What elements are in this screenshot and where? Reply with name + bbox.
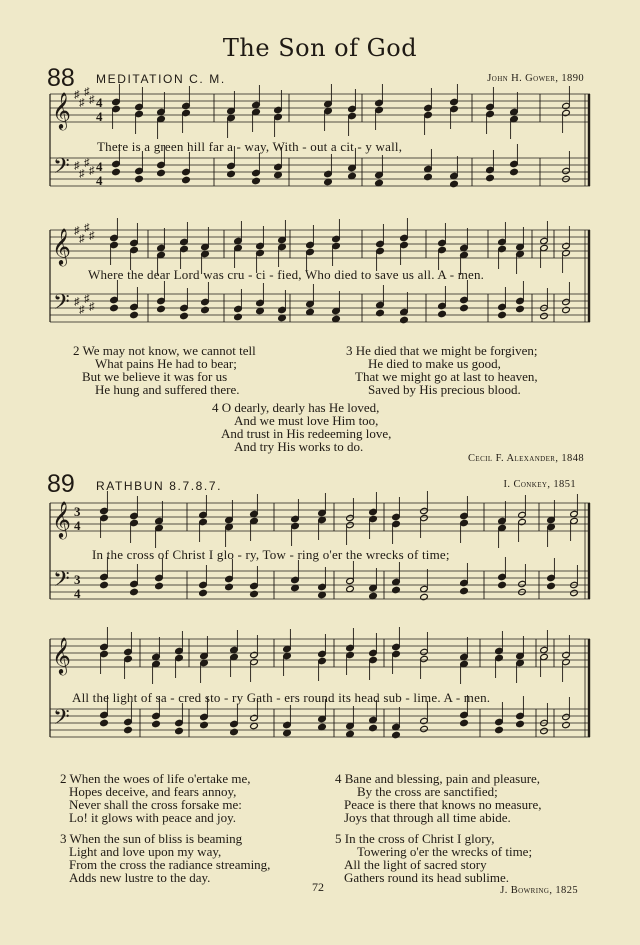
verse-line: And trust in His redeeming love,	[221, 426, 392, 441]
note-head	[486, 174, 495, 181]
time-signature: 4	[96, 173, 103, 188]
verse-line: 3 When the sun of bliss is beaming	[60, 831, 243, 846]
note-head	[540, 727, 549, 734]
sharp-icon: ♯	[89, 230, 95, 242]
verse-line: 2 When the woes of life o'ertake me,	[60, 771, 251, 786]
note-head	[200, 721, 209, 728]
composer: John H. Gower, 1890	[487, 73, 584, 84]
sharp-icon: ♯	[79, 304, 85, 316]
verse-block	[60, 772, 251, 824]
verse-number: 4	[212, 400, 219, 415]
treble-clef-icon: 𝄞	[52, 500, 71, 538]
verse-line: Saved by His precious blood.	[368, 382, 521, 397]
note-head	[460, 587, 469, 594]
note-head	[369, 724, 378, 731]
note-head	[110, 304, 119, 311]
verse-line: And we must love Him too,	[234, 413, 379, 428]
note-head	[100, 581, 109, 588]
note-head	[180, 312, 189, 319]
note-head	[234, 313, 243, 320]
note-head	[318, 591, 327, 598]
verse-line: Adds new lustre to the day.	[69, 870, 211, 885]
note-head	[283, 729, 292, 736]
verse-line: What pains He had to bear;	[95, 356, 237, 371]
verse-number: 5	[335, 831, 342, 846]
verse-line: 4 O dearly, dearly has He loved,	[212, 400, 380, 415]
note-head	[438, 310, 447, 317]
note-head	[498, 581, 507, 588]
note-head	[400, 316, 409, 323]
note-head	[250, 590, 259, 597]
verse-line: 4 Bane and blessing, pain and pleasure,	[335, 771, 541, 786]
time-signature: 4	[74, 586, 81, 601]
sharp-icon: ♯	[74, 225, 80, 237]
verse-line: He died to make us good,	[368, 356, 501, 371]
note-head	[376, 309, 385, 316]
verse-block	[335, 832, 532, 884]
note-head	[250, 722, 259, 729]
note-head	[157, 169, 166, 176]
sharp-icon: ♯	[74, 160, 80, 172]
verse-block	[212, 401, 391, 453]
verse-line: Gathers round its head sublime.	[344, 870, 509, 885]
note-head	[252, 177, 261, 184]
time-signature: 3	[74, 572, 81, 587]
note-head	[152, 720, 161, 727]
note-head	[392, 731, 401, 738]
verse-line: Never shall the cross forsake me:	[69, 797, 242, 812]
note-head	[112, 168, 121, 175]
note-head	[348, 172, 357, 179]
tune-name: MEDITATION C. M.	[96, 72, 226, 86]
verse-number: 3	[346, 343, 353, 358]
note-head	[227, 170, 236, 177]
note-head	[510, 168, 519, 175]
note-head	[201, 306, 210, 313]
note-head	[460, 719, 469, 726]
treble-clef-icon: 𝄞	[52, 91, 71, 129]
bass-clef-icon: 𝄢	[53, 705, 70, 735]
note-head	[199, 589, 208, 596]
verse-line: Hopes deceive, and fears annoy,	[69, 784, 237, 799]
verse-block	[335, 772, 541, 824]
sharp-icon: ♯	[74, 296, 80, 308]
time-signature: 4	[96, 95, 103, 110]
sharp-icon: ♯	[84, 86, 90, 98]
bass-clef-icon: 𝄢	[53, 567, 70, 597]
note-head	[495, 726, 504, 733]
time-signature: 3	[74, 504, 81, 519]
treble-clef-icon: 𝄞	[52, 636, 71, 674]
verse-block	[60, 832, 270, 884]
note-head	[278, 314, 287, 321]
note-head	[155, 582, 164, 589]
sharp-icon: ♯	[74, 89, 80, 101]
bass-clef-icon: 𝄢	[53, 154, 70, 184]
note-head	[182, 176, 191, 183]
author-credit: J. Bowring, 1825	[500, 885, 578, 896]
note-head	[516, 720, 525, 727]
note-head	[547, 582, 556, 589]
note-head	[540, 312, 549, 319]
note-head	[306, 308, 315, 315]
note-head	[450, 180, 459, 187]
note-head	[124, 726, 133, 733]
lyric-line: Where the dear Lord was cru - ci - fied, Who died to save us all. A - men.	[88, 267, 485, 282]
verse-line: By the cross are sanctified;	[357, 784, 498, 799]
verse-line: That we might go at last to heaven,	[355, 369, 538, 384]
note-head	[346, 585, 355, 592]
treble-clef-icon: 𝄞	[52, 227, 71, 265]
sharp-icon: ♯	[79, 233, 85, 245]
note-head	[135, 175, 144, 182]
note-head	[562, 306, 571, 313]
verse-line: 3 He died that we might be forgiven;	[346, 343, 538, 358]
sharp-icon: ♯	[89, 94, 95, 106]
note-head	[420, 593, 429, 600]
verse-line: Lo! it glows with peace and joy.	[69, 810, 237, 825]
sharp-icon: ♯	[89, 165, 95, 177]
note-head	[420, 725, 429, 732]
note-head	[225, 583, 234, 590]
lyric-line: In the cross of Christ I glo - ry, Tow - ring o'er the wrecks of time;	[92, 547, 450, 562]
note-head	[498, 311, 507, 318]
sharp-icon: ♯	[84, 293, 90, 305]
sharp-icon: ♯	[84, 222, 90, 234]
note-head	[230, 728, 239, 735]
verse-block	[346, 344, 538, 396]
note-head	[375, 179, 384, 186]
bass-clef-icon: 𝄢	[53, 290, 70, 320]
verse-line: But we believe it was for us	[82, 369, 228, 384]
time-signature: 4	[74, 518, 81, 533]
sharp-icon: ♯	[79, 97, 85, 109]
note-head	[130, 311, 139, 318]
sharp-icon: ♯	[89, 301, 95, 313]
lyric-line: All the light of sa - cred sto - ry Gath - ers round its head sub - lime. A - men.	[72, 690, 491, 705]
note-head	[100, 719, 109, 726]
verse-line: 5 In the cross of Christ I glory,	[335, 831, 495, 846]
verse-line: And try His works to do.	[234, 439, 364, 454]
note-head	[324, 178, 333, 185]
verse-block	[73, 344, 256, 396]
note-head	[332, 315, 341, 322]
note-head	[392, 586, 401, 593]
verse-line: He hung and suffered there.	[95, 382, 240, 397]
note-head	[460, 304, 469, 311]
note-head	[570, 589, 579, 596]
hymn-number: 88	[47, 64, 75, 92]
verse-line: All the light of sacred story	[344, 857, 487, 872]
note-head	[346, 730, 355, 737]
verse-line: Peace is there that knows no measure,	[344, 797, 542, 812]
page-title: The Son of God	[222, 34, 418, 62]
tune-name: RATHBUN 8.7.8.7.	[96, 479, 223, 493]
note-head	[256, 307, 265, 314]
verse-line: Joys that through all time abide.	[344, 810, 511, 825]
verse-line: Light and love upon my way,	[69, 844, 222, 859]
verse-number: 2	[60, 771, 67, 786]
note-head	[130, 588, 139, 595]
note-head	[424, 173, 433, 180]
verse-number: 4	[335, 771, 342, 786]
note-head	[157, 305, 166, 312]
note-head	[562, 721, 571, 728]
note-head	[516, 305, 525, 312]
verse-number: 2	[73, 343, 80, 358]
composer: I. Conkey, 1851	[503, 479, 576, 490]
verse-line: From the cross the radiance streaming,	[69, 857, 271, 872]
hymn-number: 89	[47, 470, 75, 498]
page-number: 72	[312, 880, 324, 894]
author-credit: Cecil F. Alexander, 1848	[468, 453, 584, 464]
verse-number: 3	[60, 831, 67, 846]
verse-line: 2 We may not know, we cannot tell	[73, 343, 256, 358]
note-head	[369, 592, 378, 599]
time-signature: 4	[96, 159, 103, 174]
note-head	[291, 584, 300, 591]
sharp-icon: ♯	[79, 168, 85, 180]
lyric-line: There is a green hill far a - way, With - out a cit - y wall,	[97, 139, 403, 154]
note-head	[274, 171, 283, 178]
note-head	[175, 727, 184, 734]
sharp-icon: ♯	[84, 157, 90, 169]
note-head	[318, 723, 327, 730]
time-signature: 4	[96, 109, 103, 124]
verse-line: Towering o'er the wrecks of time;	[357, 844, 533, 859]
